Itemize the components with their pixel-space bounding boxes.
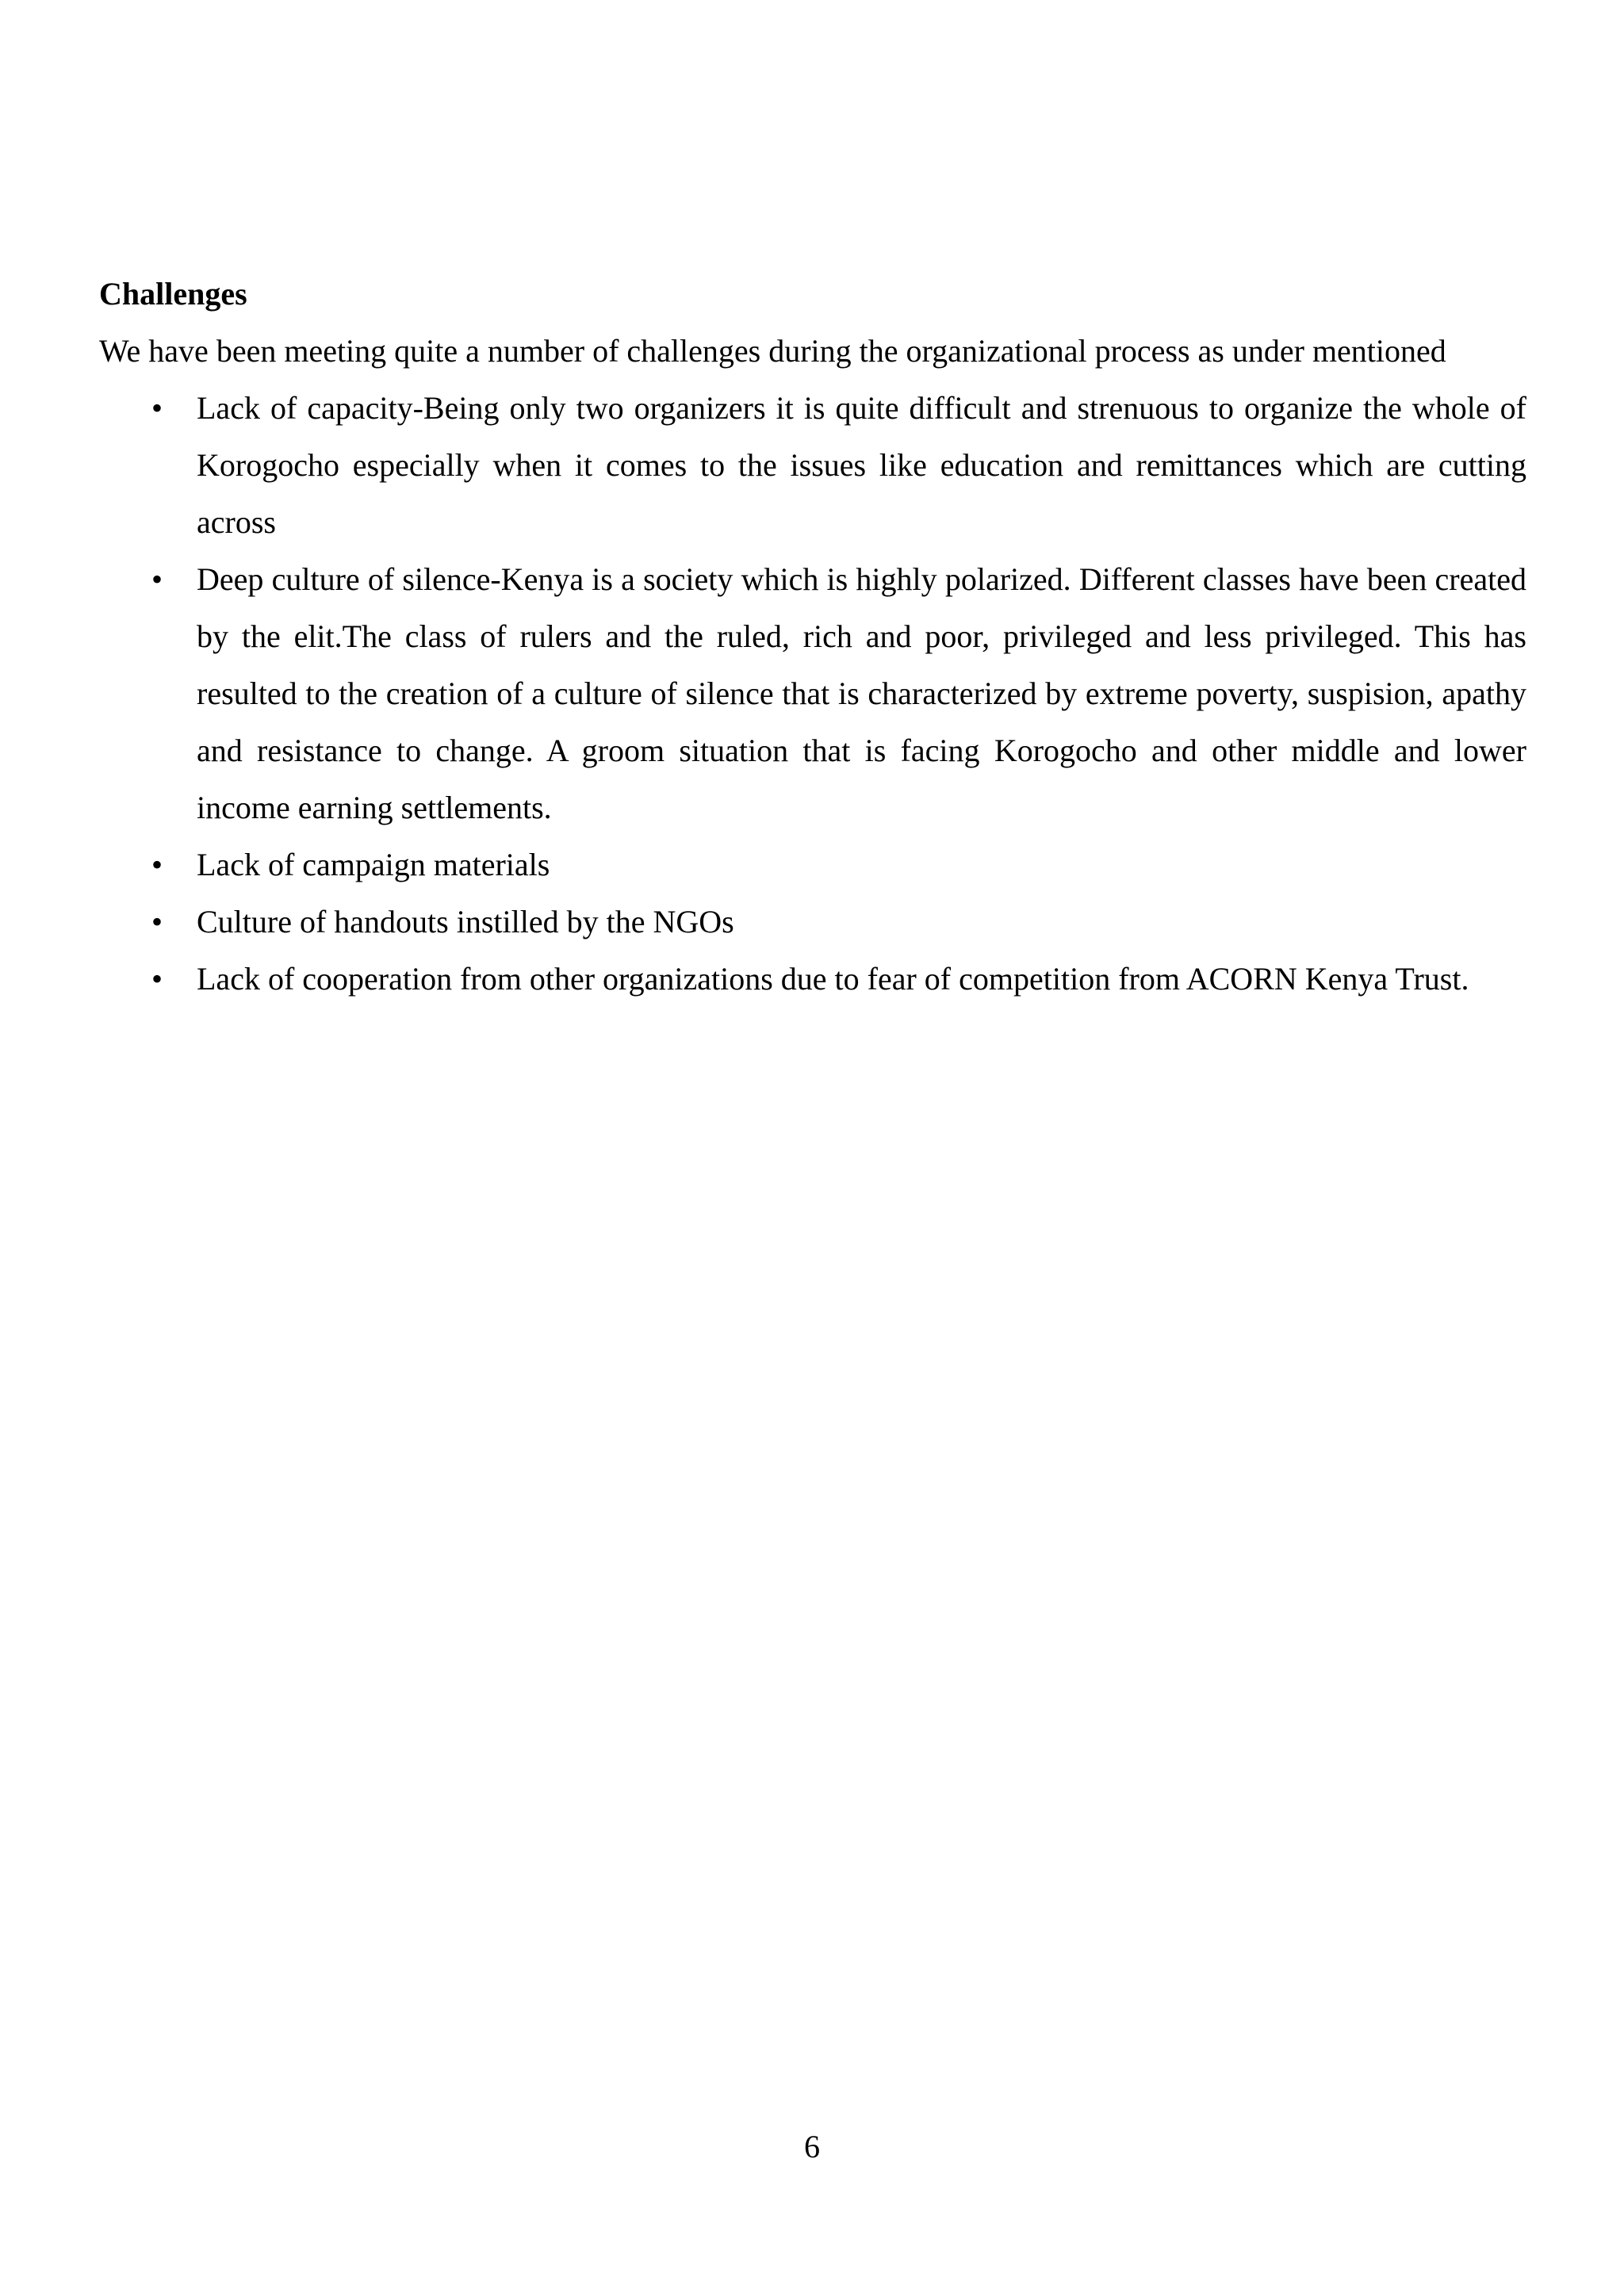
section-heading: Challenges <box>99 276 247 312</box>
list-item <box>99 836 1526 894</box>
list-item <box>99 951 1526 1008</box>
list-item-text: Lack of capacity-Being only two organizers it is quite difficult and strenuous to organize the whole of Korogocho especially when it comes to the issues like education and remittances which are cutting across <box>197 390 1526 540</box>
list-item <box>99 551 1526 836</box>
bullet-icon: • <box>151 904 163 939</box>
page-number: 6 <box>804 2129 820 2164</box>
challenges-list <box>99 380 1526 1008</box>
bullet-icon: • <box>151 847 163 882</box>
page-content <box>99 266 1526 1008</box>
bullet-icon: • <box>151 561 163 597</box>
list-item-text: Culture of handouts instilled by the NGOs <box>197 904 734 939</box>
list-item <box>99 380 1526 551</box>
bullet-icon: • <box>151 390 163 426</box>
bullet-icon: • <box>151 961 163 997</box>
list-item-text: Lack of campaign materials <box>197 847 550 882</box>
intro-paragraph: We have been meeting quite a number of challenges during the organizational process as under mentioned <box>99 333 1446 369</box>
list-item <box>99 894 1526 951</box>
list-item-text: Lack of cooperation from other organizations due to fear of competition from ACORN Kenya Trust. <box>197 961 1469 997</box>
list-item-text: Deep culture of silence-Kenya is a society which is highly polarized. Different classes have been created by the elit.The class of rulers and the ruled, rich and poor, privileged and less privileged. This has resulted to the creation of a culture of silence that is characterized by extreme poverty, suspision, apathy and resistance to change. A groom situation that is facing Korogocho and other middle and lower income earning settlements. <box>197 561 1526 825</box>
